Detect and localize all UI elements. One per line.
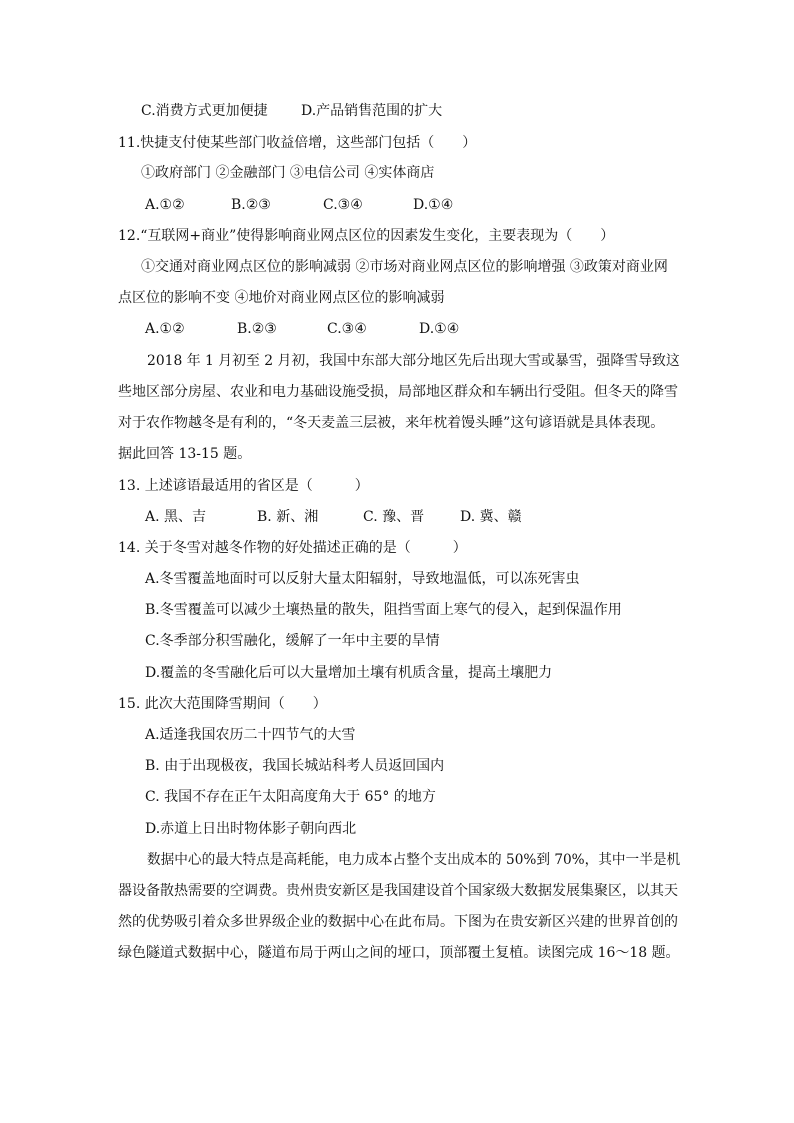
q13-option-b: B. 新、湘 (257, 509, 319, 525)
passage2-line1: 数据中心的最大特点是高耗能，电力成本占整个支出成本的 50%到 70%，其中一半是机 (147, 852, 681, 868)
passage2-line4: 绿色隧道式数据中心，隧道布局于两山之间的垭口，顶部覆土复植。读图完成 16～18 题。 (118, 945, 680, 961)
q15-option-b: B. 由于出现极夜，我国长城站科考人员返回国内 (145, 758, 445, 774)
q13-option-a: A. 黑、吉 (145, 509, 207, 525)
q13-options (145, 507, 522, 527)
passage1-line4: 据此回答 13-15 题。 (118, 446, 252, 462)
passage1-line2: 些地区部分房屋、农业和电力基础设施受损，局部地区群众和车辆出行受阻。但冬天的降雪 (118, 384, 678, 400)
q12-options (145, 319, 459, 339)
q11-option-d: D.①④ (413, 197, 454, 213)
q15-option-a: A.适逢我国农历二十四节气的大雪 (145, 727, 356, 743)
passage1-line1: 2018 年 1 月初至 2 月初，我国中东部大部分地区先后出现大雪或暴雪，强降雪导致这 (147, 353, 680, 369)
q15-option-d: D.赤道上日出时物体影子朝向西北 (145, 821, 357, 837)
q11-option-b: B.②③ (231, 197, 271, 213)
q12-stem: 12.“互联网+商业”使得影响商业网点区位的因素发生变化，主要表现为（ ） (118, 228, 615, 244)
q14-option-c: C.冬季部分积雪融化，缓解了一年中主要的旱情 (145, 633, 440, 649)
q14-option-d: D.覆盖的冬雪融化后可以大量增加土壤有机质含量，提高土壤肥力 (145, 665, 553, 681)
q14-option-a: A.冬雪覆盖地面时可以反射大量太阳辐射，导致地温低，可以冻死害虫 (145, 571, 580, 587)
q14-stem: 14. 关于冬雪对越冬作物的好处描述正确的是（ ） (118, 540, 467, 556)
q13-option-c: C. 豫、晋 (363, 509, 425, 525)
passage2-line2: 器设备散热需要的空调费。贵州贵安新区是我国建设首个国家级大数据发展集聚区，以其天 (118, 883, 678, 899)
q12-items-line1: ①交通对商业网点区位的影响减弱 ②市场对商业网点区位的影响增强 ③政策对商业网 (141, 259, 668, 275)
passage1-line3: 对于农作物越冬是有利的，“冬天麦盖三层被，来年枕着馒头睡”这句谚语就是具体表现。 (118, 415, 665, 431)
q11-stem: 11.快捷支付使某些部门收益倍增，这些部门包括（ ） (118, 135, 477, 151)
q10-options (141, 101, 442, 121)
q12-option-a: A.①② (145, 321, 185, 337)
q14-option-b: B.冬雪覆盖可以减少土壤热量的散失，阻挡雪面上寒气的侵入，起到保温作用 (145, 602, 622, 618)
q11-options (145, 195, 453, 215)
q10-option-c: C.消费方式更加便捷 (141, 103, 268, 119)
q12-option-b: B.②③ (237, 321, 277, 337)
passage2-line3: 然的优势吸引着众多世界级企业的数据中心在此布局。下图为在贵安新区兴建的世界首创的 (118, 914, 678, 930)
q10-option-d: D.产品销售范围的扩大 (301, 103, 443, 119)
q13-stem: 13. 上述谚语最适用的省区是（ ） (118, 478, 369, 494)
q11-option-c: C.③④ (323, 197, 363, 213)
q12-items-line2: 点区位的影响不变 ④地价对商业网点区位的影响减弱 (118, 290, 445, 306)
q13-option-d: D. 冀、赣 (460, 509, 522, 525)
q12-option-c: C.③④ (327, 321, 367, 337)
q11-option-a: A.①② (145, 197, 185, 213)
q11-items: ①政府部门 ②金融部门 ③电信公司 ④实体商店 (141, 165, 435, 181)
q15-option-c: C. 我国不存在正午太阳高度角大于 65° 的地方 (145, 789, 436, 805)
q15-stem: 15. 此次大范围降雪期间（ ） (118, 696, 327, 712)
q12-option-d: D.①④ (419, 321, 460, 337)
